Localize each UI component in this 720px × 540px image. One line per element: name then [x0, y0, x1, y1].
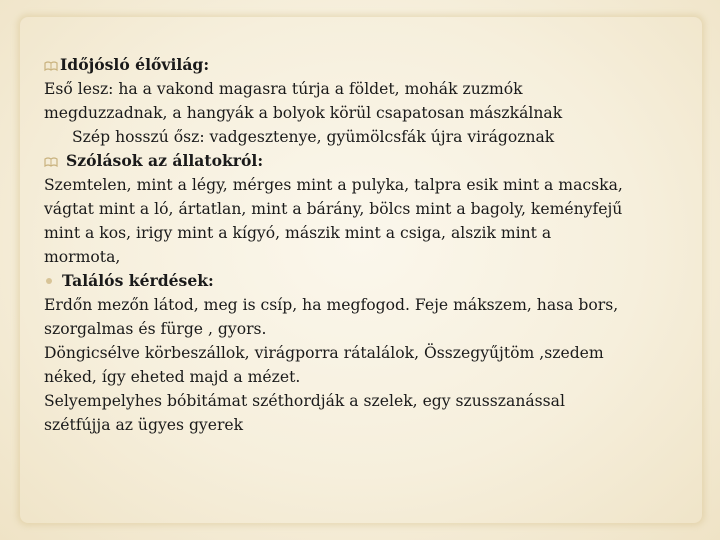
text-line: Szép hosszú ősz: vadgesztenye, gyümölcsfák újra virágoznak [72, 128, 555, 146]
text-line: megduzzadnak, a hangyák a bolyok körül csapatosan mászkálnak [44, 104, 563, 122]
section-heading-text: Találós kérdések: [62, 271, 214, 290]
text-line: Erdőn mezőn látod, meg is csíp, ha megfogod. Feje mákszem, hasa bors, [44, 296, 619, 314]
text-line: néked, így eheted majd a mézet. [44, 368, 301, 386]
text-line: Szemtelen, mint a légy, mérges mint a pulyka, talpra esik mint a macska, [44, 176, 623, 194]
slide-content [44, 53, 684, 437]
text-line: Eső lesz: ha a vakond magasra túrja a földet, mohák zuzmók [44, 80, 523, 98]
section-heading-animal-sayings [44, 149, 684, 173]
text-line: szorgalmas és fürge , gyors. [44, 320, 267, 338]
section-heading-text: Szólások az állatokról: [66, 151, 264, 170]
section-heading-riddles [44, 269, 684, 293]
dot-bullet-icon [46, 278, 52, 284]
book-bullet-icon [44, 60, 58, 72]
text-line: Döngicsélve körbeszállok, virágporra rátalálok, Összegyűjtöm ,szedem [44, 344, 604, 362]
text-line: vágtat mint a ló, ártatlan, mint a bárány, bölcs mint a bagoly, keményfejű [44, 200, 623, 218]
text-line: mormota, [44, 248, 121, 266]
text-line: mint a kos, irigy mint a kígyó, mászik mint a csiga, alszik mint a [44, 224, 552, 242]
text-line: szétfújja az ügyes gyerek [44, 416, 244, 434]
section-heading-weather-wildlife [44, 53, 684, 77]
section-heading-text: Időjósló élővilág: [60, 55, 210, 74]
book-bullet-icon [44, 156, 58, 168]
text-line: Selyempelyhes bóbitámat széthordják a szelek, egy szusszanással [44, 392, 565, 410]
